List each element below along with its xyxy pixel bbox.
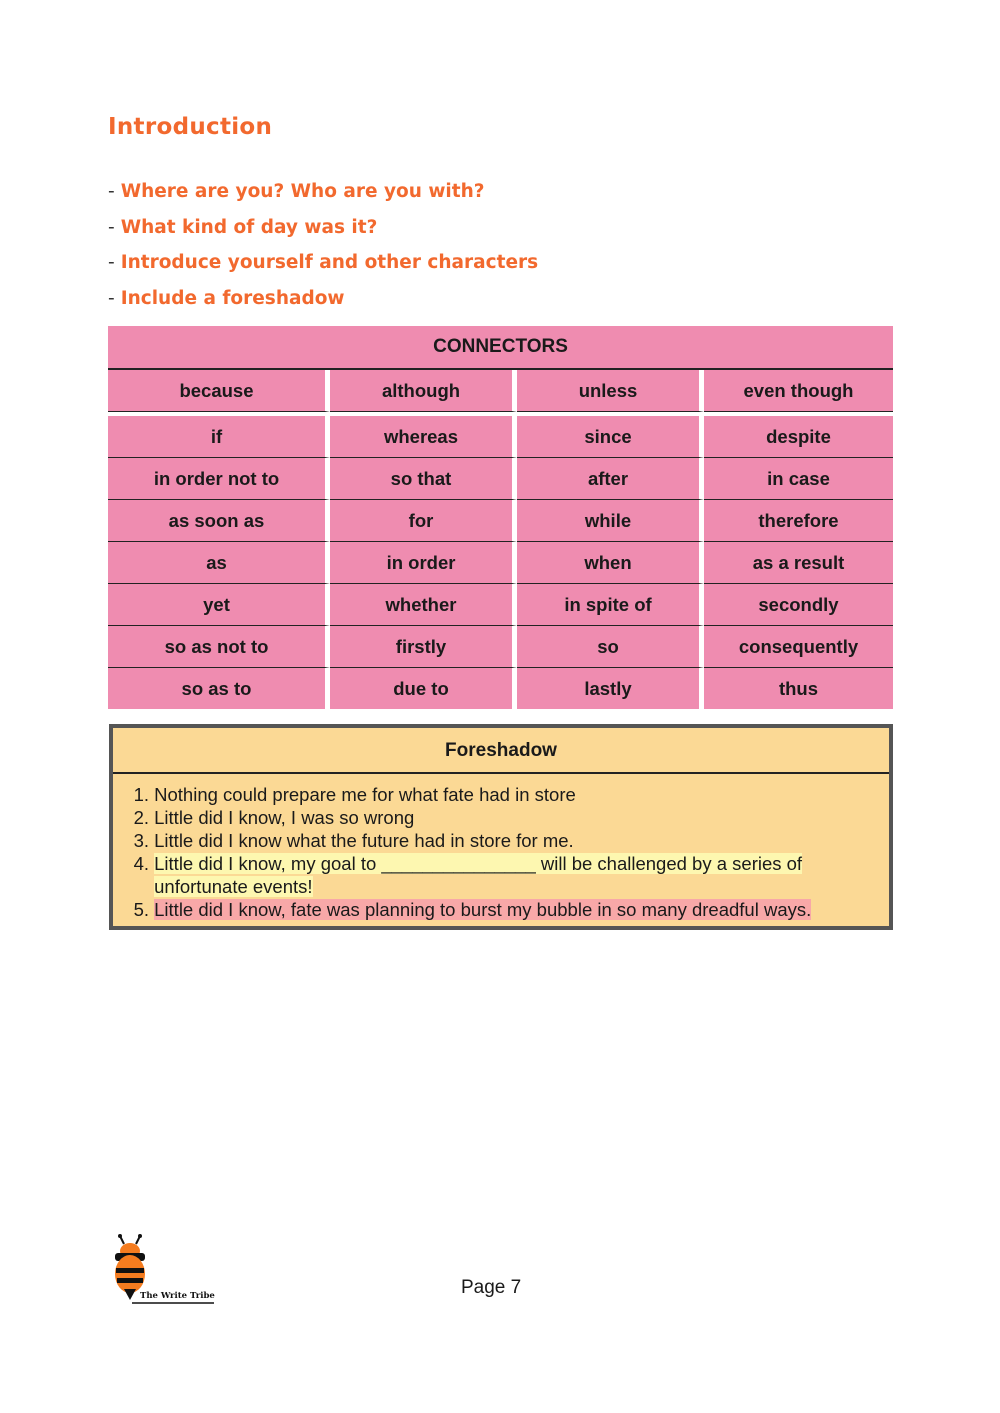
connector-cell: while [517, 500, 704, 542]
connector-cell: secondly [704, 584, 893, 626]
item-text: Little did I know, my goal to _______________ will be challenged by a series of [154, 853, 803, 874]
connector-cell: despite [704, 412, 893, 458]
connector-cell: firstly [330, 626, 517, 668]
prompt-list [108, 178, 538, 320]
foreshadow-item [113, 806, 889, 829]
prompt-text: What kind of day was it? [120, 216, 378, 238]
foreshadow-item [113, 829, 889, 852]
page-number: Page 7 [461, 1277, 522, 1298]
item-number: 5. [133, 899, 149, 920]
prompt-text: Where are you? Who are you with? [120, 181, 485, 202]
connector-cell: whereas [330, 412, 517, 458]
connector-cell: so [517, 626, 704, 668]
item-number: 2. [133, 807, 149, 828]
item-text-continued: unfortunate events! [154, 876, 313, 897]
logo-text: The Write Tribe [140, 1291, 215, 1301]
item-text: Little did I know, fate was planning to burst my bubble in so many dreadful ways. [154, 899, 812, 920]
connector-cell: for [330, 500, 517, 542]
prompt-item: - Where are you? Who are you with? [108, 181, 485, 202]
connector-cell: as a result [704, 542, 893, 584]
prompt-item: - Introduce yourself and other characters [108, 252, 539, 273]
connector-cell: if [108, 412, 330, 458]
connector-cell: after [517, 458, 704, 500]
foreshadow-box [109, 724, 893, 930]
item-text: Little did I know what the future had in store for me. [154, 830, 574, 851]
connector-cell: yet [108, 584, 330, 626]
connector-cell: due to [330, 668, 517, 709]
item-number: 3. [133, 830, 149, 851]
connector-cell: although [330, 370, 517, 412]
foreshadow-item [113, 852, 889, 898]
connector-cell: consequently [704, 626, 893, 668]
connector-cell: when [517, 542, 704, 584]
connector-cell: whether [330, 584, 517, 626]
foreshadow-title: Foreshadow [113, 728, 889, 774]
connector-cell: unless [517, 370, 704, 412]
connector-cell: so as to [108, 668, 330, 709]
connectors-title: CONNECTORS [108, 326, 893, 370]
connector-cell: lastly [517, 668, 704, 709]
section-heading: Introduction [108, 114, 273, 140]
connectors-table [108, 326, 893, 709]
connector-cell: thus [704, 668, 893, 709]
connector-cell: therefore [704, 500, 893, 542]
prompt-text: Include a foreshadow [120, 287, 345, 309]
connector-cell: so that [330, 458, 517, 500]
connector-cell: as soon as [108, 500, 330, 542]
write-tribe-logo [110, 1234, 220, 1308]
prompt-text: Introduce yourself and other characters [120, 252, 539, 273]
foreshadow-list [113, 774, 889, 921]
item-text: Little did I know, I was so wrong [154, 807, 415, 828]
connector-cell: in order [330, 542, 517, 584]
foreshadow-item [113, 783, 889, 806]
connector-cell: since [517, 412, 704, 458]
item-number: 1. [133, 784, 149, 805]
connector-cell: because [108, 370, 330, 412]
connector-cell: in order not to [108, 458, 330, 500]
item-text: Nothing could prepare me for what fate had in store [154, 784, 576, 805]
connector-cell: so as not to [108, 626, 330, 668]
connector-cell: in spite of [517, 584, 704, 626]
connector-cell: even though [704, 370, 893, 412]
item-number: 4. [133, 853, 149, 874]
connector-cell: in case [704, 458, 893, 500]
connector-cell: as [108, 542, 330, 584]
prompt-item: - Include a foreshadow [108, 287, 345, 309]
prompt-item: - What kind of day was it? [108, 216, 378, 238]
foreshadow-item [113, 898, 889, 921]
